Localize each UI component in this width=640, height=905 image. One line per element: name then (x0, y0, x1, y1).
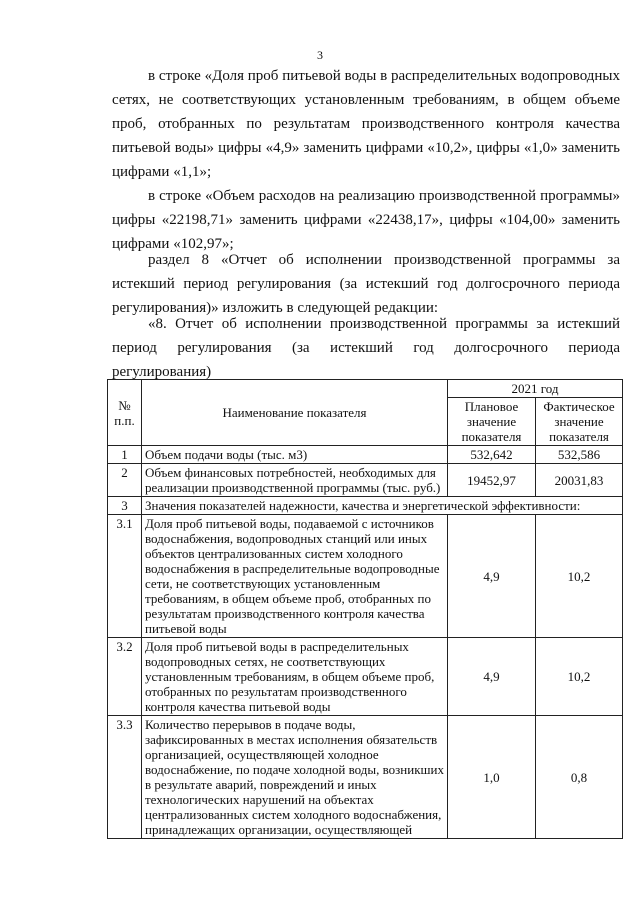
row-planned: 532,642 (448, 446, 536, 464)
row-num: 2 (108, 464, 142, 497)
table-row (108, 464, 623, 497)
table-row (108, 515, 623, 638)
header-planned: Плановое значение показателя (448, 398, 536, 446)
row-name: Объем финансовых потребностей, необходимых для реализации производственной программы (тыс. руб.) (142, 464, 448, 497)
row-actual: 0,8 (536, 716, 623, 839)
header-year: 2021 год (448, 380, 623, 398)
row-num: 3.1 (108, 515, 142, 638)
row-name: Количество перерывов в подаче воды, зафиксированных в местах исполнения обязательств организацией, осуществляющей холодное водоснабжение, по подаче холодной воды, возникших в результате аварий, повреждений и иных технологических нарушений на объектах централизованных систем холодного водоснабжения, принадлежащих организации, осуществляющей (142, 716, 448, 839)
table-row (108, 446, 623, 464)
row-planned: 4,9 (448, 638, 536, 716)
row-name: Доля проб питьевой воды в распределительных водопроводных сетях, не соответствующих установленным требованиям, в общем объеме проб, отобранных по результатам производственного контроля качества питьевой воды (142, 638, 448, 716)
table-row (108, 638, 623, 716)
paragraph-3: раздел 8 «Отчет об исполнении производственной программы за истекший период регулирования (за истекший год долгосрочного периода регулирования)» изложить в следующей редакции: (112, 252, 620, 316)
row-planned: 4,9 (448, 515, 536, 638)
header-name: Наименование показателя (142, 380, 448, 446)
table-section-row (108, 497, 623, 515)
row-planned: 19452,97 (448, 464, 536, 497)
paragraph-4: «8. Отчет об исполнении производственной программы за истекший период регулирования (за истекший год долгосрочного периода регулирования) (112, 316, 620, 380)
section-name: Значения показателей надежности, качества и энергетической эффективности: (142, 497, 623, 515)
header-num: № п.п. (108, 380, 142, 446)
row-actual: 532,586 (536, 446, 623, 464)
row-planned: 1,0 (448, 716, 536, 839)
row-name: Доля проб питьевой воды, подаваемой с источников водоснабжения, водопроводных станций или иных объектов централизованных систем холодного водоснабжения в распределительные водопроводные сети, не соответствующих установленным требованиям, в общем объеме проб, отобранных по результатам производственного контроля качества питьевой воды (142, 515, 448, 638)
paragraph-1: в строке «Доля проб питьевой воды в распределительных водопроводных сетях, не соответствующих установленным требованиям, в общем объеме проб, отобранных по результатам производственного контроля качества питьевой воды» цифры «4,9» заменить цифрами «10,2», цифры «1,0» заменить цифрами «1,1»; (112, 68, 620, 180)
row-actual: 10,2 (536, 638, 623, 716)
header-actual: Фактическое значение показателя (536, 398, 623, 446)
row-actual: 10,2 (536, 515, 623, 638)
report-table (107, 379, 623, 839)
row-num: 1 (108, 446, 142, 464)
row-num: 3.2 (108, 638, 142, 716)
row-num: 3.3 (108, 716, 142, 839)
paragraph-2: в строке «Объем расходов на реализацию производственной программы» цифры «22198,71» заменить цифрами «22438,17», цифры «104,00» заменить цифрами «102,97»; (112, 188, 620, 252)
page-number: 3 (317, 48, 323, 62)
table-row (108, 716, 623, 839)
row-actual: 20031,83 (536, 464, 623, 497)
row-name: Объем подачи воды (тыс. м3) (142, 446, 448, 464)
section-num: 3 (108, 497, 142, 515)
table-header-row (108, 380, 623, 398)
